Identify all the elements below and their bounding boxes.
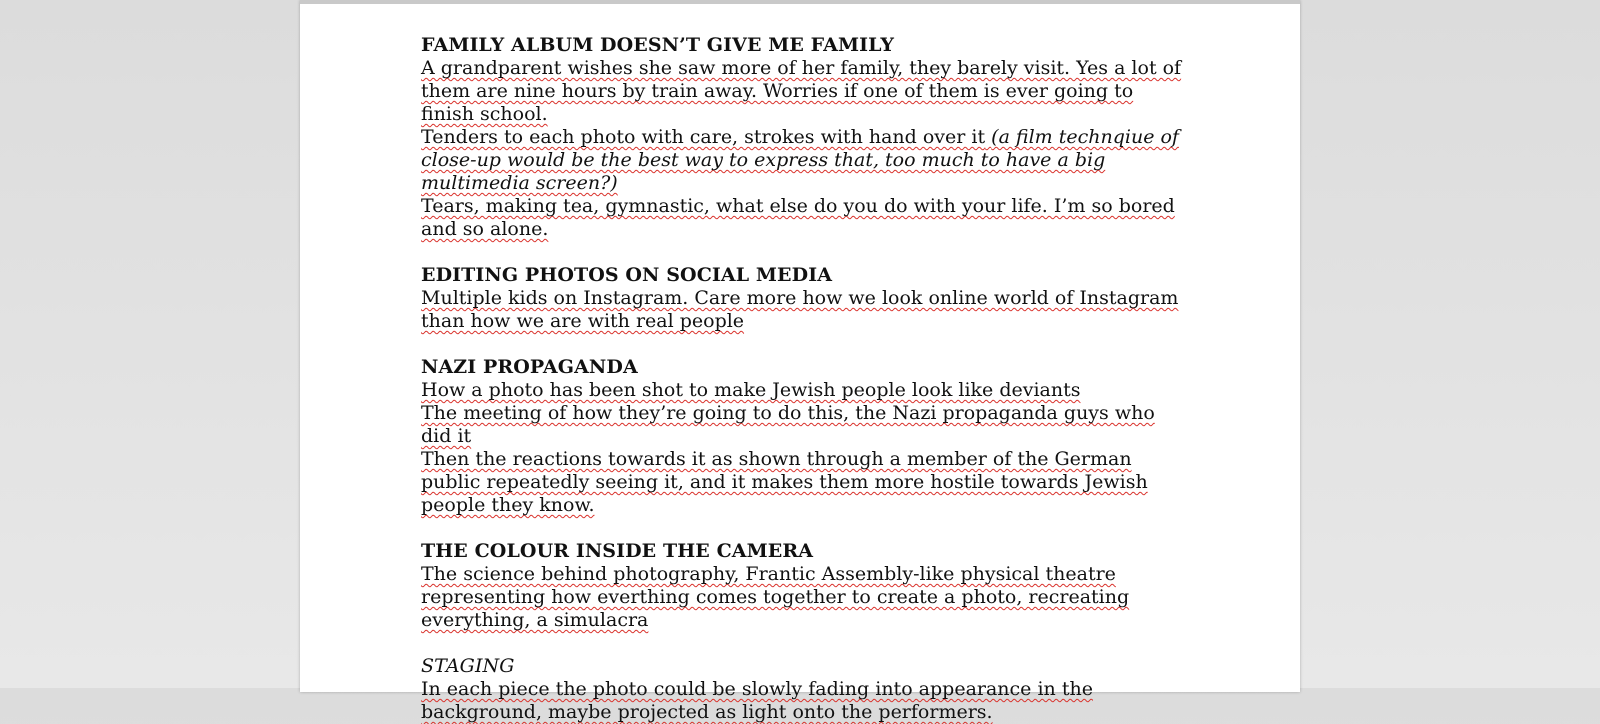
- paragraph[interactable]: A grandparent wishes she saw more of her family, they barely visit. Yes a lot of them are nine hours by train away. Worries if one of them is ever going to finish school.: [421, 57, 1182, 125]
- paragraph[interactable]: [421, 126, 1191, 195]
- document-body[interactable]: [421, 34, 1191, 724]
- section-heading: EDITING PHOTOS ON SOCIAL MEDIA: [421, 264, 833, 286]
- paragraph-italic-note: (a film technqiue of close-up would be the best way to express that, too much to have a big multimedia screen?): [421, 126, 1179, 194]
- section-editing-photos: [421, 264, 1191, 333]
- section-nazi-propaganda: [421, 356, 1191, 517]
- section-family-album: [421, 34, 1191, 241]
- paragraph[interactable]: The meeting of how they’re going to do this, the Nazi propaganda guys who did it: [421, 402, 1155, 447]
- section-colour-camera: [421, 540, 1191, 632]
- paragraph[interactable]: In each piece the photo could be slowly fading into appearance in the background, maybe projected as light onto the performers.: [421, 678, 1093, 723]
- paragraph[interactable]: Tears, making tea, gymnastic, what else do you do with your life. I’m so bored and so alone.: [421, 195, 1175, 240]
- section-staging: [421, 655, 1191, 724]
- paragraph[interactable]: Multiple kids on Instagram. Care more how we look online world of Instagram than how we are with real people: [421, 287, 1179, 332]
- paragraph[interactable]: Then the reactions towards it as shown through a member of the German public repeatedly seeing it, and it makes them more hostile towards Jewish people they know.: [421, 448, 1148, 516]
- section-heading: FAMILY ALBUM DOESN’T GIVE ME FAMILY: [421, 34, 895, 56]
- paragraph[interactable]: The science behind photography, Frantic Assembly-like physical theatre representing how everthing comes together to create a photo, recreating everything, a simulacra: [421, 563, 1130, 631]
- document-page[interactable]: [300, 0, 1300, 723]
- paragraph[interactable]: How a photo has been shot to make Jewish people look like deviants: [421, 379, 1081, 401]
- section-heading: NAZI PROPAGANDA: [421, 356, 638, 378]
- paragraph-text: Tenders to each photo with care, strokes with hand over it: [421, 126, 986, 148]
- section-heading: THE COLOUR INSIDE THE CAMERA: [421, 540, 814, 562]
- section-heading: STAGING: [421, 655, 515, 677]
